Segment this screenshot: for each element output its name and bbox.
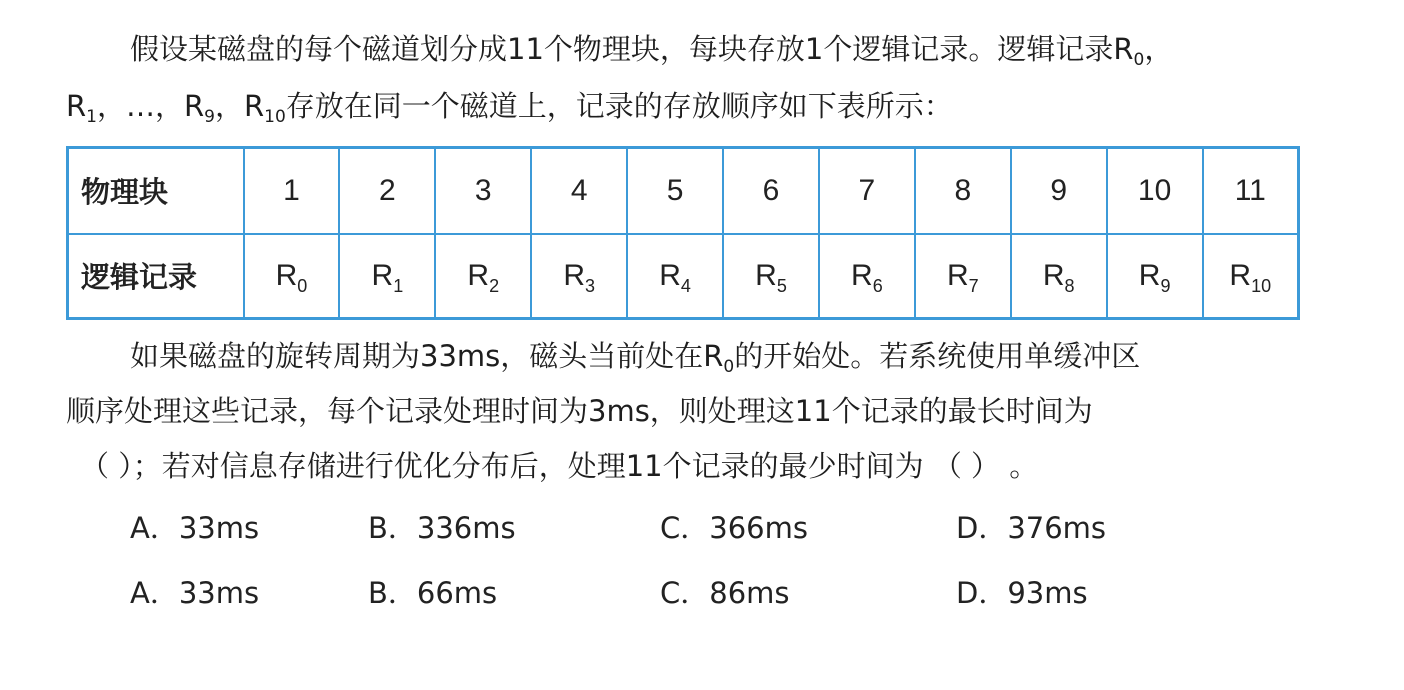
record-cell <box>435 234 531 319</box>
block-cell: 11 <box>1203 148 1299 234</box>
record-subscript: 4 <box>680 275 691 296</box>
question-line-1-subscript: 0 <box>723 357 735 377</box>
record-subscript: 8 <box>1064 275 1075 296</box>
record-letter: R <box>946 258 969 292</box>
option-q1-b: B．336ms <box>368 511 516 545</box>
record-cell <box>531 234 627 319</box>
block-cell: 9 <box>1011 148 1107 234</box>
record-cell <box>339 234 435 319</box>
record-subscript: 10 <box>1251 275 1272 296</box>
record-letter: R <box>659 258 681 292</box>
block-cell: 8 <box>915 148 1011 234</box>
record-subscript: 3 <box>585 275 596 296</box>
record-cell <box>1107 234 1203 319</box>
question-line-1-a: 如果磁盘的旋转周期为33ms，磁头当前处在R <box>130 339 724 373</box>
record-r1-subscript: 1 <box>86 107 97 127</box>
record-cell <box>915 234 1011 319</box>
block-cell: 5 <box>627 148 723 234</box>
question-line-1 <box>130 339 1141 377</box>
record-subscript: 0 <box>297 275 308 296</box>
block-cell: 7 <box>819 148 915 234</box>
record-letter: R <box>851 258 873 292</box>
option-q2-b: B．66ms <box>368 576 498 610</box>
record-subscript: 9 <box>1160 275 1171 296</box>
record-cell <box>1011 234 1107 319</box>
record-subscript: 5 <box>776 275 787 296</box>
intro-line-1-subscript: 0 <box>1133 50 1145 70</box>
option-q1-c: C．366ms <box>660 511 808 545</box>
table-row-logical-records <box>68 234 1299 319</box>
intro-line-2-comma: ， <box>214 89 244 123</box>
record-r9-subscript: 9 <box>204 107 215 127</box>
record-r1-letter: R <box>66 89 87 123</box>
block-cell: 10 <box>1107 148 1203 234</box>
record-r10-letter: R <box>244 89 265 123</box>
option-q2-a: A．33ms <box>130 576 260 610</box>
intro-line-1-tail: ， <box>1144 32 1174 66</box>
intro-line-2 <box>66 89 953 127</box>
intro-line-2-tail: 存放在同一个磁道上，记录的存放顺序如下表所示： <box>285 89 953 123</box>
record-layout-table <box>66 146 1300 320</box>
record-letter: R <box>371 258 394 292</box>
option-q2-d: D．93ms <box>956 576 1088 610</box>
question-line-2: 顺序处理这些记录，每个记录处理时间为3ms，则处理这11个记录的最长时间为 <box>66 394 1093 428</box>
record-letter: R <box>1138 258 1161 292</box>
option-q1-d: D．376ms <box>956 511 1107 545</box>
table-row-physical-blocks <box>68 148 1299 234</box>
record-subscript: 2 <box>489 275 500 296</box>
intro-line-2-ellipsis: ，…， <box>96 89 184 123</box>
record-subscript: 1 <box>393 275 404 296</box>
record-letter: R <box>1229 258 1252 292</box>
record-cell <box>723 234 819 319</box>
record-cell <box>819 234 915 319</box>
record-subscript: 6 <box>872 275 883 296</box>
record-letter: R <box>1042 258 1065 292</box>
intro-line-1 <box>130 32 1174 70</box>
question-line-1-b: 的开始处。若系统使用单缓冲区 <box>734 339 1141 373</box>
option-q1-a: A．33ms <box>130 511 260 545</box>
block-cell: 1 <box>244 148 340 234</box>
intro-line-1-text: 假设某磁盘的每个磁道划分成11个物理块，每块存放1个逻辑记录。逻辑记录R <box>130 32 1134 66</box>
record-letter: R <box>275 258 298 292</box>
block-cell: 3 <box>435 148 531 234</box>
row-header-logical-record: 逻辑记录 <box>68 234 244 319</box>
option-q2-c: C．86ms <box>660 576 790 610</box>
record-cell <box>244 234 340 319</box>
record-cell <box>1203 234 1299 319</box>
record-r9-letter: R <box>184 89 205 123</box>
record-subscript: 7 <box>968 275 979 296</box>
record-letter: R <box>755 258 777 292</box>
record-letter: R <box>467 258 490 292</box>
question-line-3: （ ）；若对信息存储进行优化分布后，处理11个记录的最少时间为 （ ） 。 <box>80 449 1039 483</box>
row-header-physical-block: 物理块 <box>68 148 244 234</box>
block-cell: 2 <box>339 148 435 234</box>
block-cell: 4 <box>531 148 627 234</box>
record-letter: R <box>563 258 585 292</box>
block-cell: 6 <box>723 148 819 234</box>
record-r10-subscript: 10 <box>264 107 286 127</box>
record-cell <box>627 234 723 319</box>
